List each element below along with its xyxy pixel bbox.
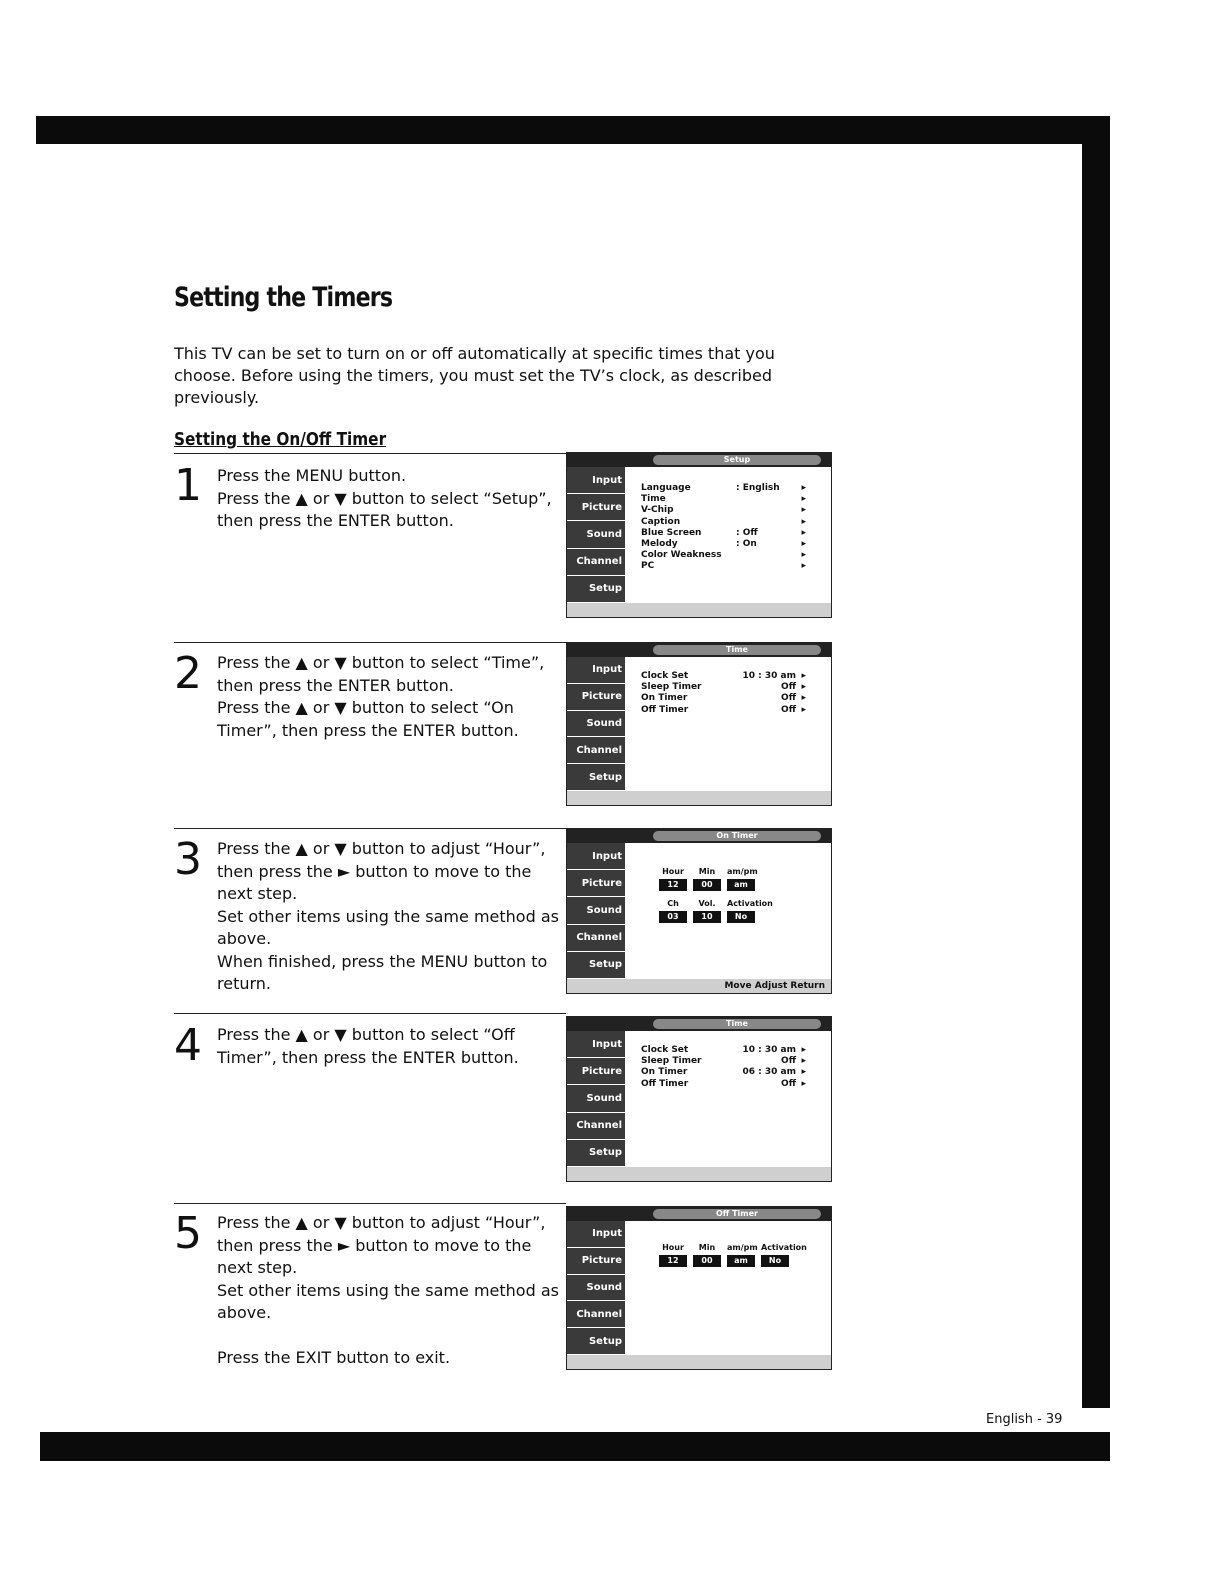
bottom-black-bar [40, 1432, 1110, 1461]
step-5-number: 5 [174, 1208, 202, 1259]
side-menu: Input Picture Sound Channel Setup [567, 467, 625, 603]
side-menu: Input Picture Sound Channel Setup [567, 1221, 625, 1355]
off-timer-screen: Off Timer Input Picture Sound Channel Setup Hour Min am/pm Activation 12 00 am No [566, 1206, 832, 1370]
page-title: Setting the Timers [174, 282, 393, 313]
step-5-text: Press the ▲ or ▼ button to adjust “Hour”, then press the ► button to move to the next step. Set other items using the same method as above. Press the EXIT button to exit. [217, 1213, 559, 1367]
on-timer-grid: Hour Min am/pm 12 00 am Ch Vol. Activation 03 10 No [659, 867, 755, 923]
time-menu-list-2: Clock Set 10 : 30 am ▸ Sleep Timer Off ▸ On Timer 06 : 30 am ▸ Off Timer Off ▸ [641, 1045, 806, 1089]
step-2-rule [174, 642, 566, 643]
side-menu: Input Picture Sound Channel Setup [567, 1031, 625, 1167]
off-timer-grid: Hour Min am/pm Activation 12 00 am No [659, 1243, 789, 1267]
step-2-text: Press the ▲ or ▼ button to select “Time”, then press the ENTER button. Press the ▲ or ▼ button to select “On Timer”, then press the ENTER button. [217, 653, 545, 740]
step-3-text: Press the ▲ or ▼ button to adjust “Hour”, then press the ► button to move to the next step. Set other items using the same method as above. When finished, press the MENU button to return. [217, 839, 559, 993]
time-menu-list: Clock Set 10 : 30 am ▸ Sleep Timer Off ▸ On Timer Off ▸ Off Timer Off ▸ [641, 671, 806, 715]
setup-menu-list: Language : English ▸ Time ▸ V-Chip ▸ Caption ▸ Blue Screen : Off ▸ Melody : On ▸ Color Weakness ▸ PC ▸ [641, 483, 806, 572]
intro-paragraph: This TV can be set to turn on or off automatically at specific times that you choose. Before using the timers, you must set the TV’s clock, as described previously. [174, 344, 775, 407]
setup-menu-screen: Setup Input Picture Sound Channel Setup Language : English ▸ Time ▸ V-Chip ▸ Caption ▸ Blue Screen : Off ▸ Melody : On ▸ Color Weakness ▸ PC ▸ [566, 452, 832, 618]
time-menu-screen: Time Input Picture Sound Channel Setup Clock Set 10 : 30 am ▸ Sleep Timer Off ▸ On Timer Off ▸ Off Timer Off ▸ [566, 642, 832, 806]
top-black-bar [36, 116, 1110, 144]
step-1-number: 1 [174, 460, 202, 511]
step-3-rule [174, 828, 566, 829]
page-number: English - 39 [986, 1412, 1063, 1427]
side-menu: Input Picture Sound Channel Setup [567, 657, 625, 791]
step-4-rule [174, 1013, 566, 1014]
right-black-bar [1082, 116, 1110, 1408]
step-5-rule [174, 1203, 566, 1204]
step-1-text: Press the MENU button. Press the ▲ or ▼ button to select “Setup”, then press the ENTER button. [217, 466, 552, 530]
on-timer-screen: On Timer Input Picture Sound Channel Setup Hour Min am/pm 12 00 am Ch Vol. Activation 03 10 No Move Adjust Return [566, 828, 832, 994]
time-menu-screen-2: Time Input Picture Sound Channel Setup Clock Set 10 : 30 am ▸ Sleep Timer Off ▸ On Timer 06 : 30 am ▸ Off Timer Off ▸ [566, 1016, 832, 1182]
step-4-number: 4 [174, 1020, 202, 1071]
step-2-number: 2 [174, 648, 202, 699]
step-1-rule [174, 453, 566, 454]
side-menu: Input Picture Sound Channel Setup [567, 843, 625, 979]
step-4-text: Press the ▲ or ▼ button to select “Off Timer”, then press the ENTER button. [217, 1025, 519, 1067]
step-3-number: 3 [174, 834, 202, 885]
section-subheading: Setting the On/Off Timer [174, 429, 387, 450]
